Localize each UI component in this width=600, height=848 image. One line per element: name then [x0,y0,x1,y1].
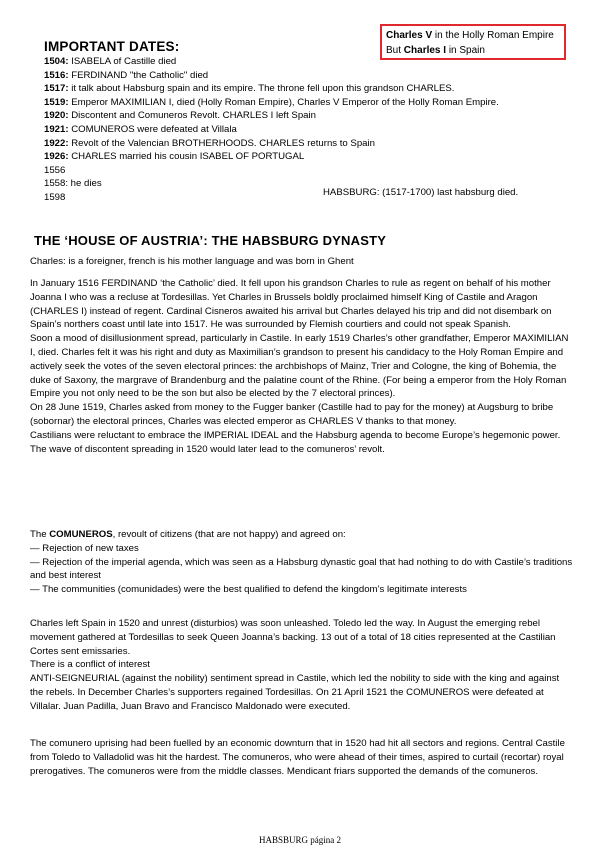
paragraph: On 28 June 1519, Charles asked from money to the Fugger banker (Castille had to pay for the money) at Augsburg to bribe (sobornar) the electoral princes, Charles was elected emperor as CHARLES V thanks to that money. [30,402,554,427]
paragraph: ANTI-SEIGNEURIAL (against the nobility) sentiment spread in Castile, which led the nobility to side with the king and against the rebels. In December Charles’s supporters regained Tordesillas. On 21 April 1521 the COMUNEROS were defeated at Villalar. Juan Padilla, Juan Bravo and Francisco Maldonado were executed. [30,673,560,712]
date-year: 1921: [44,123,69,135]
date-text: it talk about Habsburg spain and its empire. The throne fell upon this grandson CHARLES. [68,83,455,95]
date-item [44,109,584,123]
paragraph-c: The comunero uprising had been fuelled by an economic downturn that in 1520 had hit all sectors and regions. Central Castile from Toledo to Valladolid was hit the hardest. The comuneros, who were ahead of their times, aspired to curtail (recortar) royal prerogatives. The comuneros were from the middle classes. Mendicant friars supported the demands of the comuneros. [30,738,565,777]
note-line-2: But Charles I in Spain [386,45,485,56]
section-title: THE ‘HOUSE OF AUSTRIA’: THE HABSBURG DYNASTY [34,233,387,248]
date-item [44,82,584,96]
date-text: COMUNEROS were defeated at Villala [68,123,237,135]
paragraphs-block-a [30,277,575,456]
date-year: 1558: [44,178,69,190]
date-text: Emperor MAXIMILIAN I, died (Holly Roman Empire), Charles V Emperor of the Holly Roman Empire. [68,96,499,108]
date-year: 1519: [44,96,69,108]
date-year: 1922: [44,137,69,149]
date-year: 1504: [44,56,69,67]
paragraphs-block-b [30,617,575,714]
date-text: Revolt of the Valencian BROTHERHOODS. CHARLES returns to Spain [68,137,375,149]
date-item [44,150,584,164]
date-text: CHARLES married his cousin ISABEL OF PORTUGAL [68,151,305,163]
date-year: 1920: [44,110,69,122]
page-footer: HABSBURG página 2 [258,835,341,845]
date-item [44,55,584,69]
date-year: 1516: [44,69,69,81]
date-text: ISABELA of Castille died [68,56,177,67]
paragraph: Castilians were reluctant to embrace the IMPERIAL IDEAL and the Habsburg agenda to become Europe’s hegemonic power. The wave of discontent spreading in 1520 would later lead to the comuneros’ revolt. [30,429,561,455]
date-text: he dies [68,178,102,190]
dates-list [44,55,584,205]
date-item [44,164,584,178]
date-year: 1556 [44,164,66,176]
comuneros-lead: The COMUNEROS, revoult of citizens (that are not happy) and agreed on: [30,529,346,540]
paragraph: Soon a mood of disillusionment spread, particularly in Castile. In early 1519 Charles’s other grandfather, Emperor MAXIMILIAN I, died. Charles felt it was his right and duty as Maximilian’s grandson to present his candidacy to the Holy Roman Empire and actively seek the votes of the seven electoral princes: the archbishops of Mainz, Trier and Cologne, the king of Bohemia, the duke of Saxony, the margrave of Brandenburg and the palatine count of the Rhine. (For being a emperor from the Holy Roman Empire you not only need to be the son but also be elected by the 7 electoral princes). [30,333,569,400]
paragraph: Charles left Spain in 1520 and unrest (disturbios) was soon unleashed. Toledo led the way. In August the emerging rebel movement gathered at Tordesillas to seek Queen Joanna’s backing. 13 out of a total of 18 cities represented at the Castilian Cortes sent emissaries. [30,618,556,657]
date-item [44,137,584,151]
note-line-1: Charles V in the Holly Roman Empire [386,30,554,41]
date-item [44,96,584,110]
comuneros-item: — The communities (comunidades) were the best qualified to defend the kingdom’s legitimate interests [30,584,467,596]
important-dates-title: IMPORTANT DATES: [44,39,180,54]
date-year: 1926: [44,151,69,163]
paragraph: There is a conflict of interest [30,659,150,671]
paragraph: In January 1516 FERDINAND ‘the Catholic’ died. It fell upon his grandson Charles to rule as regent on behalf of his mother Joanna I who was a recluse at Tordesillas. Yet Charles in Brussels boldly proclaimed himself King of Castile and Aragon (CHARLES I) instead of regent. Cardinal Cisneros awaited his arrival but Charles delayed his trip and did not disembark on Spain’s northers coast until late into 1517. He was surrounded by Flemish courtiers and could not speak Spanish. [30,278,552,331]
intro-line: Charles: is a foreigner, french is his mother language and was born in Ghent [30,256,354,267]
date-item [44,69,584,83]
last-habsburg-note: HABSBURG: (1517-1700) last habsburg died. [323,187,519,198]
comuneros-block [30,528,575,597]
comuneros-item: — Rejection of new taxes [30,542,139,554]
comuneros-list [30,542,575,597]
date-text: Discontent and Comuneros Revolt. CHARLES I left Spain [68,110,316,122]
date-year: 1517: [44,83,69,95]
date-year: 1598 [44,191,66,203]
date-item [44,123,584,137]
date-text: FERDINAND "the Catholic" died [68,69,209,81]
comuneros-item: — Rejection of the imperial agenda, which was seen as a Habsburg dynastic goal that had nothing to do with Castile’s traditions and best interest [30,556,573,582]
